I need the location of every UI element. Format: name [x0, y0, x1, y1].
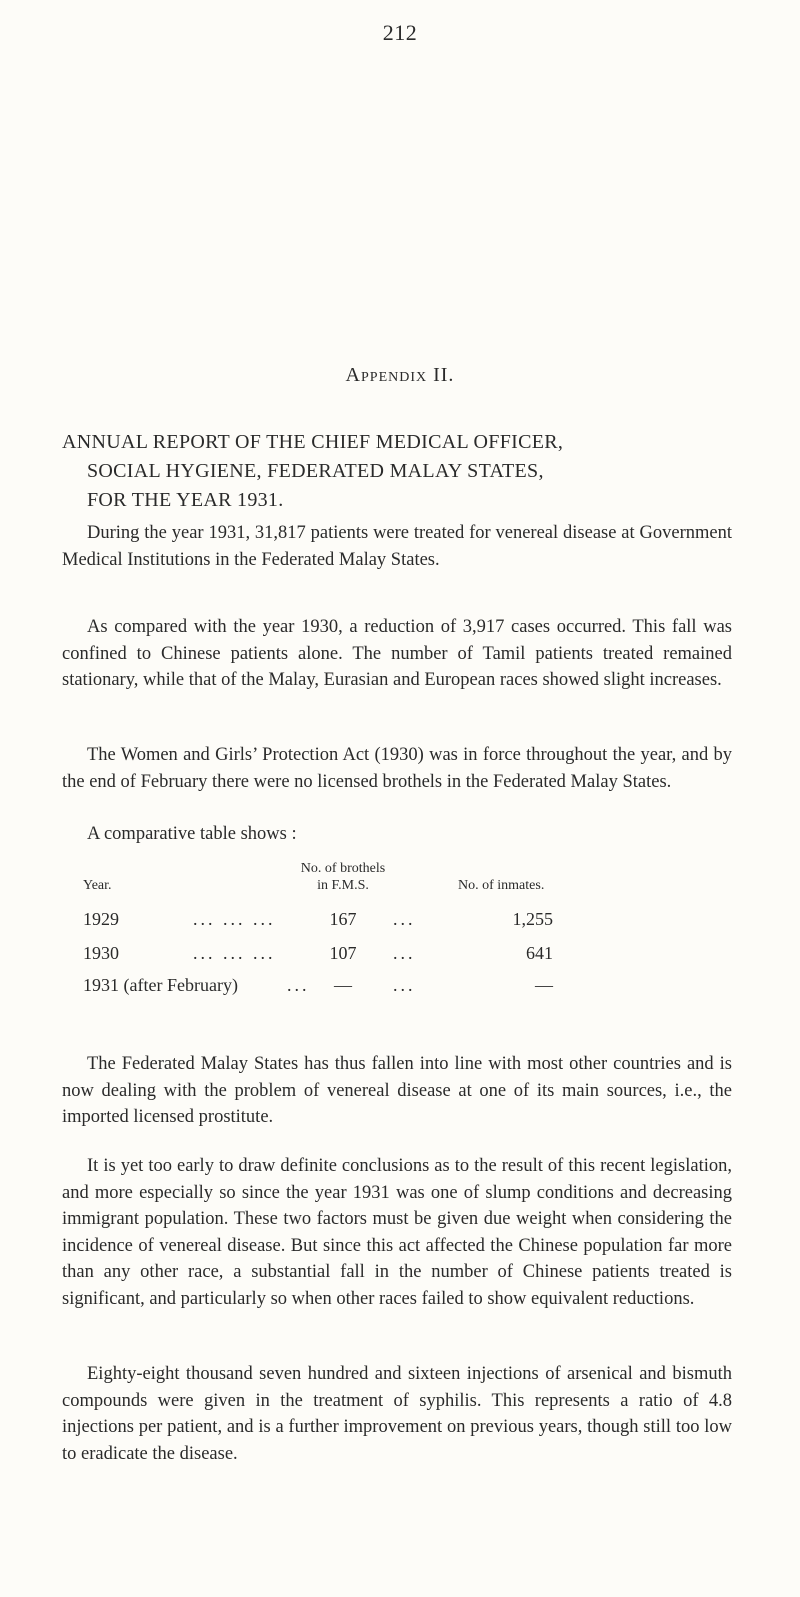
leader-dots: ...: [393, 943, 416, 963]
cell-brothels: —: [334, 975, 352, 995]
leader-dots: ...: [393, 975, 416, 995]
cell-inmates: 641: [526, 943, 553, 963]
leader-dots: ...: [393, 909, 416, 929]
title-line-3: FOR THE YEAR 1931.: [87, 489, 284, 511]
cell-brothels: 107: [329, 943, 357, 963]
leader-dots: ...: [287, 975, 310, 995]
cell-inmates: 1,255: [512, 909, 553, 929]
leader-dots: ... ... ...: [193, 909, 276, 929]
paragraph-reduction: As compared with the year 1930, a reduction of 3,917 cases occurred. This fall was confined to Chinese patients alone. The number of Tamil patients treated remained stationary, while that of the Malay, Eurasian and European races showed slight increases.: [62, 617, 732, 690]
title-line-2: SOCIAL HYGIENE, FEDERATED MALAY STATES,: [87, 460, 544, 482]
leader-dots: ... ... ...: [193, 943, 276, 963]
header-brothels: [278, 860, 408, 894]
paragraph-fallen-into-line: The Federated Malay States has thus fallen into line with most other countries and is now dealing with the problem of venereal disease at one of its main sources, i.e., the imported licensed prostitute.: [62, 1054, 732, 1127]
header-year: Year.: [83, 878, 112, 893]
appendix-heading: Appendix II.: [345, 364, 455, 386]
paragraph-injections: Eighty-eight thousand seven hundred and sixteen injections of arsenical and bismuth compounds were given in the treatment of syphilis. This represents a ratio of 4.8 injections per patient, and is a further improvement on previous years, though still too low to eradicate the disease.: [62, 1364, 732, 1464]
report-title: [62, 428, 722, 515]
cell-year: 1929: [83, 909, 119, 929]
header-inmates: No. of inmates.: [458, 878, 545, 893]
cell-inmates: —: [535, 975, 553, 995]
table-row: [83, 943, 723, 967]
paragraph-protection-act: The Women and Girls’ Protection Act (1930) was in force throughout the year, and by the end of February there were no licensed brothels in the Federated Malay States.: [62, 745, 732, 792]
cell-brothels: 167: [329, 909, 357, 929]
header-brothels-line-1: No. of brothels: [300, 861, 386, 876]
page-number: 212: [382, 20, 418, 45]
paragraph-table-intro: A comparative table shows :: [87, 824, 297, 844]
cell-year: 1930: [83, 943, 119, 963]
paragraph-conclusions: It is yet too early to draw definite conclusions as to the result of this recent legislation, and more especially so since the year 1931 was one of slump conditions and decreasing immigrant population. These two factors must be given due weight when considering the incidence of venereal disease. But since this act affected the Chinese population far more than any other race, a substantial fall in the number of Chinese patients treated is significant, and particularly so when other races failed to show equivalent reductions.: [62, 1156, 732, 1309]
cell-year: 1931 (after February): [83, 975, 238, 995]
header-brothels-line-2: in F.M.S.: [317, 878, 369, 893]
table-row: [83, 909, 723, 933]
paragraph-patients-treated: During the year 1931, 31,817 patients were treated for venereal disease at Government Medical Institutions in the Federated Malay States.: [62, 523, 732, 570]
title-line-1: ANNUAL REPORT OF THE CHIEF MEDICAL OFFICER,: [62, 431, 564, 453]
table-row: [83, 975, 723, 999]
